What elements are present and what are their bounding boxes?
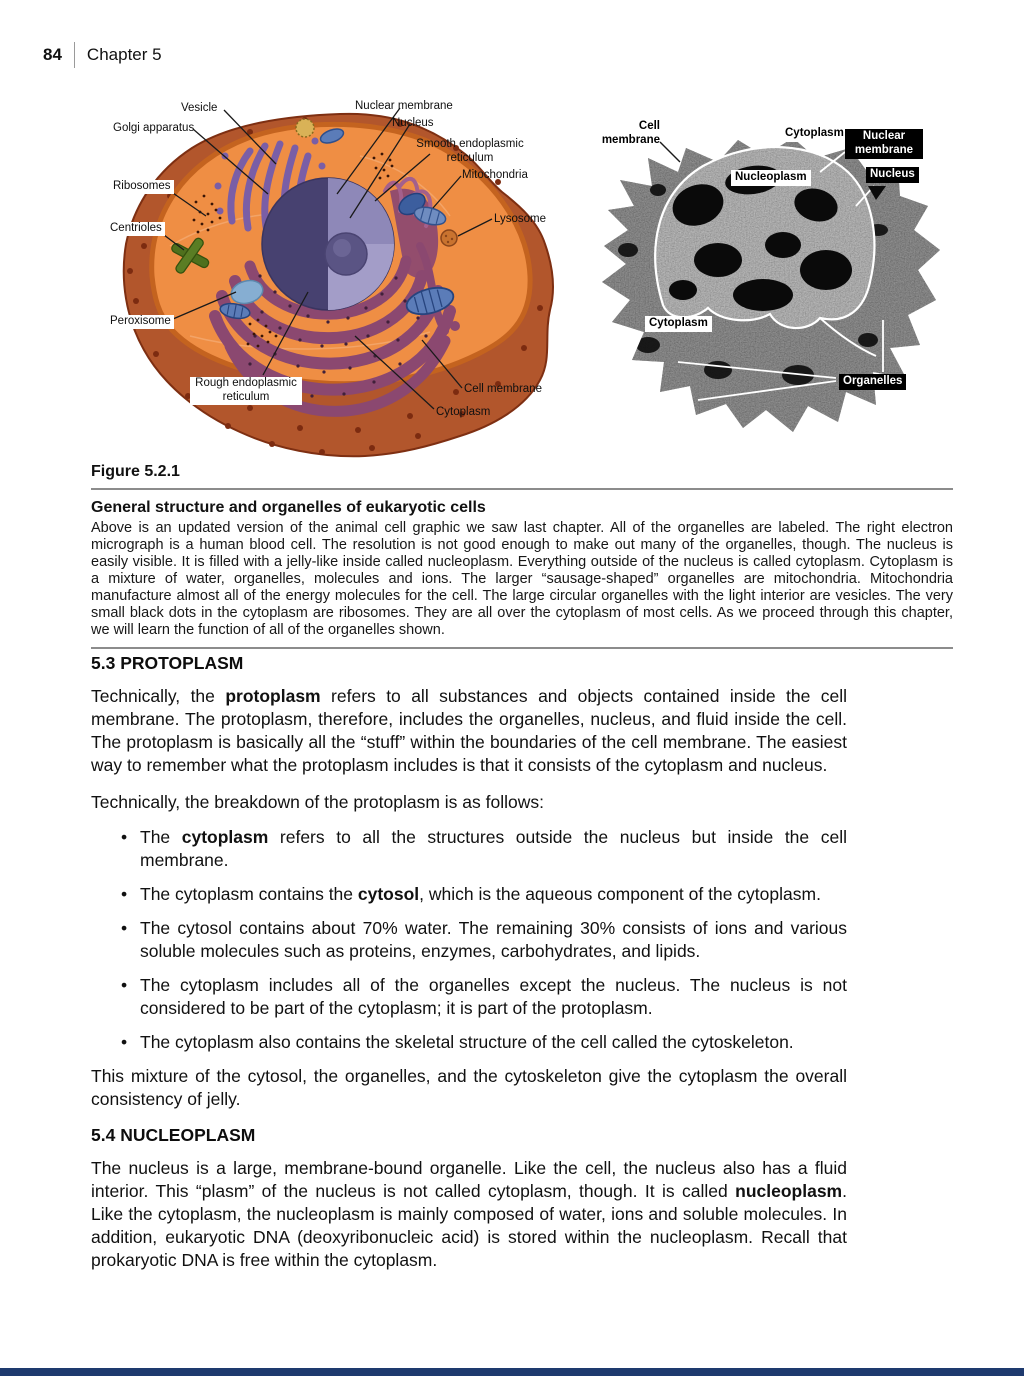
em-label-cell-membrane: Cell membrane bbox=[601, 120, 660, 146]
page-number: 84 bbox=[43, 45, 62, 64]
label-mitochondria: Mitochondria bbox=[462, 169, 528, 181]
label-cytoplasm: Cytoplasm bbox=[436, 406, 491, 418]
electron-micrograph bbox=[568, 110, 960, 446]
label-rough-er: Rough endoplasmic reticulum bbox=[190, 377, 302, 405]
protoplasm-bullet-list bbox=[91, 826, 847, 1054]
caption-rule-bottom bbox=[91, 647, 953, 649]
chapter-title: Chapter 5 bbox=[86, 45, 162, 64]
bullet-cytoskeleton: • The cytoplasm also contains the skeletal structure of the cell called the cytoskeleton. bbox=[121, 1031, 847, 1054]
main-text bbox=[91, 653, 847, 1286]
figure-title: General structure and organelles of eukaryotic cells bbox=[91, 499, 486, 516]
em-label-organelles: Organelles bbox=[839, 374, 906, 390]
protoplasm-paragraph-2: Technically, the breakdown of the protoplasm is as follows: bbox=[91, 792, 544, 812]
em-label-cytoplasm-top: Cytoplasm bbox=[781, 126, 848, 142]
bullet-organelles: • The cytoplasm includes all of the organelles except the nucleus. The nucleus is not considered to be part of the cytoplasm; it is part of the protoplasm. bbox=[121, 974, 847, 1020]
em-label-nuclear-membrane: Nuclear membrane bbox=[845, 129, 923, 159]
page-header bbox=[43, 42, 162, 68]
nucleoplasm-paragraph: The nucleus is a large, membrane-bound organelle. Like the cell, the nucleus also has a fluid interior. This “plasm” of the nucleus is not called cytoplasm, though. It is called nucleoplasm. Like the cytoplasm, the nucleoplasm is mainly composed of water, ions and soluble molecules. In addition, eukaryotic DNA (deoxyribonucleic acid) is stored within the nucleoplasm. Recall that prokaryotic DNA is free within the cytoplasm. bbox=[91, 1158, 847, 1270]
figure-caption-text: Above is an updated version of the animal cell graphic we saw last chapter. All of the organelles are labeled. The right electron micrograph is a human blood cell. The resolution is not good enough to make out many of the organelles, though. The nucleus is easily visible. It is filled with a jelly-like inside called nucleoplasm. Everything outside of the nucleus is called cytoplasm. Cytoplasm is a mixture of water, organelles, molecules and ions. The larger “sausage-shaped” organelles are mitochondria. Mitochondria manufacture almost all of the energy molecules for the cell. The large circular organelles with the light interior are vesicles. The very small black dots in the cytoplasm are ribosomes. They are all over the cytoplasm of most cells. As we proceed through this chapter, we will learn the function of all of the organelles shown. bbox=[91, 520, 953, 638]
label-vesicle: Vesicle bbox=[181, 102, 218, 114]
label-nucleus: Nucleus bbox=[392, 117, 434, 129]
nucleus-organelle bbox=[262, 178, 394, 310]
bullet-cytosol: • The cytoplasm contains the cytosol, which is the aqueous component of the cytoplasm. bbox=[121, 883, 847, 906]
label-smooth-er: Smooth endoplasmic reticulum bbox=[416, 138, 524, 164]
lysosome-organelle bbox=[441, 230, 457, 246]
protoplasm-paragraph-1: Technically, the protoplasm refers to all substances and objects contained inside the cell membrane. The protoplasm, therefore, includes the organelles, nucleus, and fluid inside the cell. The protoplasm is basically all the “stuff” within the boundaries of the cell membrane. The easiest way to remember what the protoplasm includes is that it consists of the cytoplasm and nucleus. bbox=[91, 686, 847, 775]
header-divider bbox=[74, 42, 75, 68]
footer-color-bar bbox=[0, 1368, 1024, 1376]
label-cell-membrane: Cell membrane bbox=[464, 383, 542, 395]
bullet-water: • The cytosol contains about 70% water. The remaining 30% consists of ions and various soluble molecules such as proteins, enzymes, carbohydrates, and lipids. bbox=[121, 917, 847, 963]
label-centrioles: Centrioles bbox=[107, 222, 165, 236]
label-lysosome: Lysosome bbox=[494, 213, 546, 225]
label-nuclear-membrane: Nuclear membrane bbox=[355, 100, 453, 112]
figure-label: Figure 5.2.1 bbox=[91, 463, 180, 480]
label-golgi-apparatus: Golgi apparatus bbox=[113, 122, 195, 134]
label-ribosomes: Ribosomes bbox=[110, 180, 174, 194]
em-label-cytoplasm-left: Cytoplasm bbox=[645, 316, 712, 332]
figure-images bbox=[100, 96, 970, 460]
protoplasm-closing-paragraph: This mixture of the cytosol, the organelles, and the cytoskeleton give the cytoplasm the overall consistency of jelly. bbox=[91, 1066, 847, 1109]
em-label-nucleus: Nucleus bbox=[866, 167, 919, 183]
label-peroxisome: Peroxisome bbox=[107, 315, 174, 329]
figure-caption-block bbox=[91, 463, 953, 649]
caption-rule-top bbox=[91, 488, 953, 490]
vesicle-organelle bbox=[296, 119, 314, 137]
bullet-cytoplasm: • The cytoplasm refers to all the structures outside the nucleus but inside the cell membrane. bbox=[121, 826, 847, 872]
section-heading-protoplasm: 5.3 PROTOPLASM bbox=[91, 653, 244, 673]
section-heading-nucleoplasm: 5.4 NUCLEOPLASM bbox=[91, 1125, 256, 1145]
em-label-nucleoplasm: Nucleoplasm bbox=[731, 170, 811, 186]
